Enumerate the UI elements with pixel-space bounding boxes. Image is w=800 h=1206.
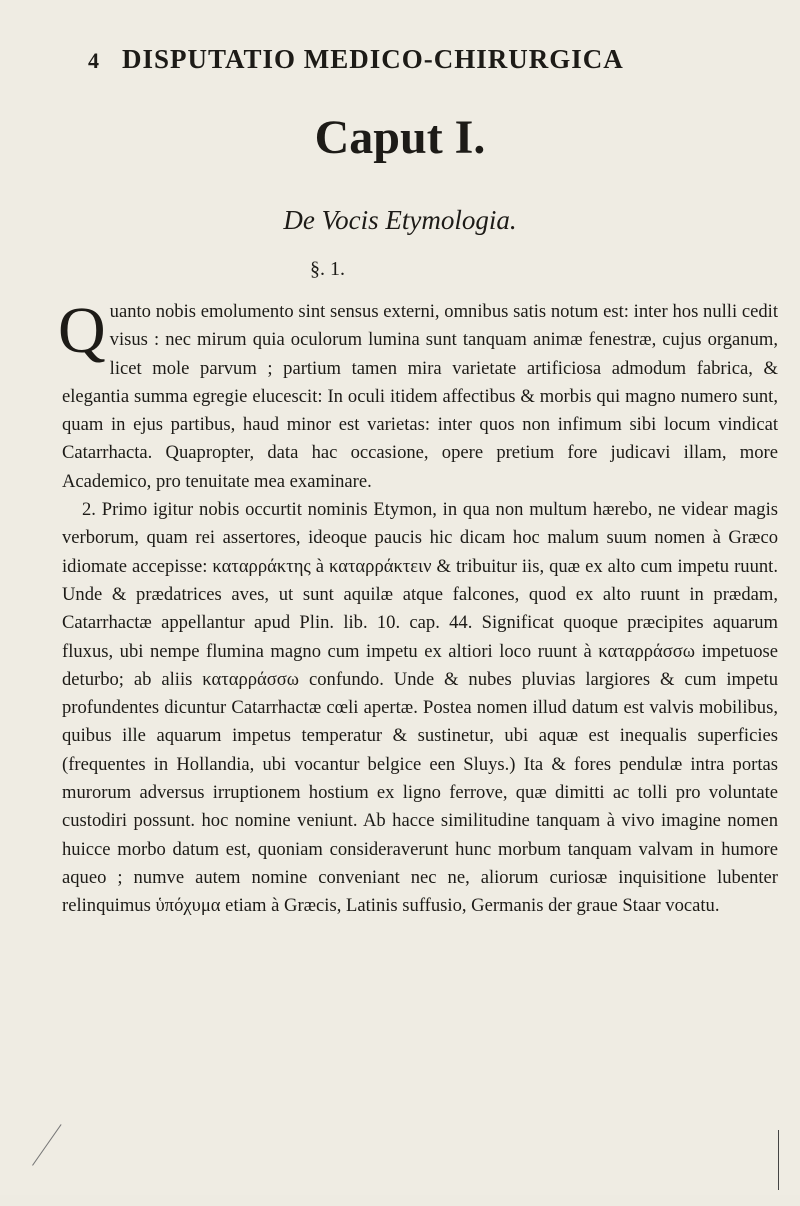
section-mark: §. 1. <box>310 258 345 280</box>
paragraph-1-text: uanto nobis emolumento sint sensus externi, omnibus satis notum est: inter hos nulli cedit visus : nec mirum quia oculorum lumina sunt tanquam animæ fenestræ, cujus organum, licet mole parvum ; partium tamen mira varietate artificiosa admodum fabrica, & elegantia summa egregie elucescit: In oculi itidem affectibus & morbis qui magno numero sunt, quam in ejus partibus, haud minor est varietas: inter quos non infimum sibi locum vindicat Catarrhacta. Quapropter, data hac occasione, opere pretium fore judicavi illam, more Academico, pro tenuitate mea examinare. <box>62 301 778 492</box>
chapter-subtitle: De Vocis Etymologia. <box>283 205 517 235</box>
page-edge-mark <box>742 1130 779 1190</box>
page-header <box>88 40 778 80</box>
body-text <box>58 294 778 921</box>
paragraph-2: 2. Primo igitur nobis occurtit nominis Etymon, in qua non multum hærebo, ne videar magis verborum, quam rei assertores, ideoque paucis hic dicam hoc malum suum nomen à Græco idiomate accepisse: καταρράκτης à καταρράκτειν & tribuitur iis, quæ ex alto cum impetu ruunt. Unde & prædatrices aves, ut sunt aquilæ atque falcones, quod ex alto ruunt in prædam, Catarrhactæ appellantur apud Plin. lib. 10. cap. 44. Significat quoque præcipites aquarum fluxus, ubi nempe flumina magno cum impetu ex altiori loco ruunt à καταρράσσω impetuose deturbo; ab aliis καταρράσσω confundo. Unde & nubes pluvias largiores & cum impetu profundentes dicuntur Catarrhactæ cœli apertæ. Postea nomen illud datum est valvis mobilibus, quibus ille aquarum impetus temperatur & sustinetur, ubi aquæ est inequalis superficies (frequentes in Hollandia, ubi vocantur belgice een Sluys.) Ita & fores pendulæ intra portas murorum adversus irruptionem hostium ex ligno ferrove, quæ dimitti ac tolli pro voluntate custodiri possunt. hoc nomine veniunt. Ab hacce similitudine tanquam à vivo imagine nomen huicce morbo datum est, quoniam consideraverunt hunc morbum tanquam valvam in humore aqueo ; numve autem nomine conveniant nec ne, aliorum curiosæ inquisitione lubenter relinquimus ὑπόχυμα etiam à Græcis, Latinis suffusio, Germanis der graue Staar vocatu. <box>62 499 778 917</box>
chapter-title: Caput I. <box>314 111 486 164</box>
paper-scratch <box>32 1124 119 1206</box>
running-head: DISPUTATIO MEDICO-CHIRURGICA <box>122 44 624 74</box>
paragraph-1 <box>58 294 778 496</box>
drop-cap: Q <box>58 294 106 367</box>
page-number: 4 <box>88 48 99 73</box>
